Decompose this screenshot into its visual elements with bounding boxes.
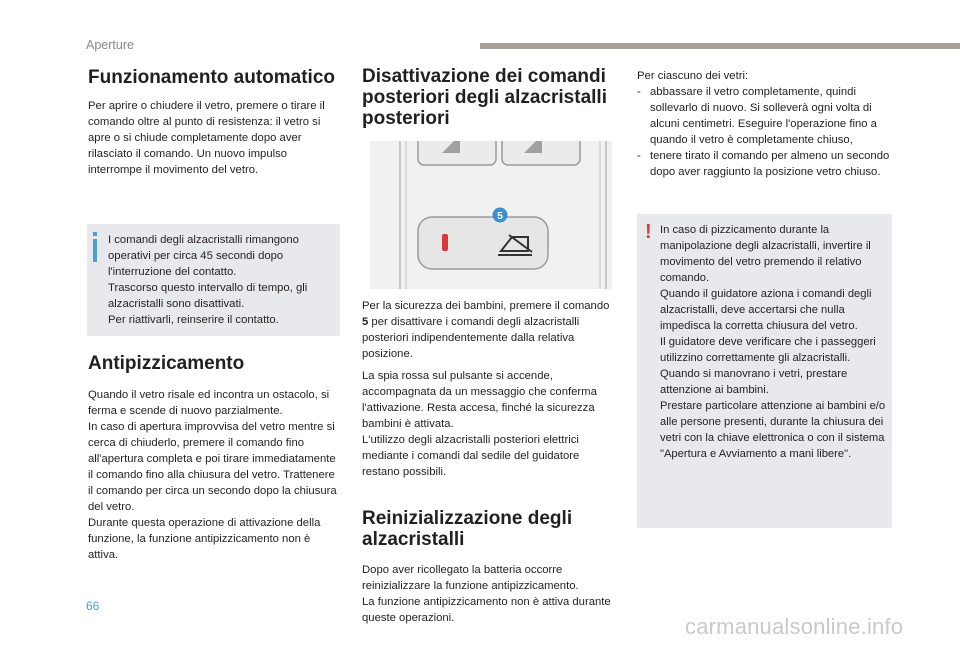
warning-text-passengers: Il guidatore deve verificare che i passeggeri utilizzino correttamente gli alzacristalli. bbox=[660, 336, 876, 364]
info-text-timeout: I comandi degli alzacristalli rimangono operativi per circa 45 secondi dopo l'interruzione del contatto. bbox=[108, 234, 299, 278]
reinit-text-2: La funzione antipizzicamento non è attiva durante queste operazioni. bbox=[362, 596, 611, 624]
child-lock-indicator-lamp bbox=[442, 234, 448, 251]
disable-instructions: Per la sicurezza dei bambini, premere il comando 5 per disattivare i comandi degli alzacristalli posteriori indipendentemente dalla relativa posizione. bbox=[362, 300, 610, 360]
column-right bbox=[637, 68, 892, 528]
info-text-reactivate: Per riattivarli, reinserire il contatto. bbox=[108, 314, 279, 326]
watermark: carmanualsonline.info bbox=[685, 614, 904, 639]
header-accent-bar bbox=[480, 43, 960, 49]
heading-reinitialization: Reinizializzazione degli alzacristalli bbox=[362, 508, 573, 550]
heading-disable-rear-controls: Disattivazione dei comandi posteriori degli alzacristalli posteriori bbox=[362, 66, 607, 129]
warning-text-remote-closing: Prestare particolare attenzione ai bambini e/o alle persone presenti, durante la chiusura dei vetri con la chiave elettronica o con il sistema "Apertura e Avviamento a mani libere". bbox=[660, 400, 886, 460]
anti-pinch-text-3: Durante questa operazione di attivazione della funzione, la funzione antipizzicamento non è attiva. bbox=[88, 517, 321, 561]
anti-pinch-text-2: In caso di apertura improvvisa del vetro mentre si cerca di chiuderlo, premere il comando fino all'apertura completa e poi tirare immediatamente il comando fino alla chiusura del vetro. Trattenere il comando per circa un secondo dopo la chiusura del vetro. bbox=[88, 421, 337, 513]
warning-text-driver-check: Quando il guidatore aziona i comandi degli alzacristalli, deve accertarsi che nulla impedisca la corretta chiusura del vetro. bbox=[660, 288, 872, 332]
warning-exclamation-icon: ! bbox=[645, 221, 652, 243]
section-tab-label: Aperture bbox=[86, 38, 134, 52]
window-switch-illustration bbox=[370, 141, 612, 289]
anti-pinch-text-1: Quando il vetro risale ed incontra un ostacolo, si ferma e scende di nuovo parzialmente. bbox=[88, 389, 330, 417]
driver-control-text: L'utilizzo degli alzacristalli posteriori elettrici mediante i comandi dal sedile del guidatore restano possibili. bbox=[362, 434, 580, 478]
info-box bbox=[87, 224, 340, 336]
column-middle bbox=[362, 66, 614, 626]
column-left bbox=[88, 64, 340, 563]
page-number: 66 bbox=[86, 599, 100, 613]
warning-text-children: Quando si manovrano i vetri, prestare attenzione ai bambini. bbox=[660, 368, 848, 396]
window-switch-figure bbox=[370, 141, 612, 289]
warning-lamp-text: La spia rossa sul pulsante si accende, accompagnata da un messaggio che conferma l'attivazione. Resta accesa, finché la sicurezza bambini è attivata. bbox=[362, 370, 597, 430]
procedure-step-2: - tenere tirato il comando per almeno un secondo dopo aver raggiunto la posizione vetro chiuso. bbox=[637, 150, 890, 178]
heading-anti-pinch: Antipizzicamento bbox=[88, 353, 245, 374]
procedure-step-1: - abbassare il vetro completamente, quindi sollevarlo di nuovo. Si solleverà ogni volta di alcuni centimetri. Eseguire l'operazione fino a quando il vetro è completamente chiuso, bbox=[637, 86, 877, 146]
procedure-intro: Per ciascuno dei vetri: bbox=[637, 70, 749, 82]
warning-box bbox=[637, 214, 892, 528]
callout-5-label: 5 bbox=[497, 210, 503, 222]
reinit-text-1: Dopo aver ricollegato la batteria occorre reinizializzare la funzione antipizzicamento. bbox=[362, 564, 579, 592]
automatic-operation-text: Per aprire o chiudere il vetro, premere o tirare il comando oltre al punto di resistenza: il vetro si apre o si chiude completamente dopo aver rilasciato il comando. Un nuovo impulso interrompe il movimento del vetro. bbox=[88, 100, 325, 176]
warning-text-reverse: In caso di pizzicamento durante la manipolazione degli alzacristalli, invertire il movimento del vetro premendo il relativo comando. bbox=[660, 224, 871, 284]
info-text-disabled: Trascorso questo intervallo di tempo, gli alzacristalli sono disattivati. bbox=[108, 282, 308, 310]
info-icon bbox=[93, 232, 97, 262]
heading-automatic-operation: Funzionamento automatico bbox=[88, 67, 335, 88]
